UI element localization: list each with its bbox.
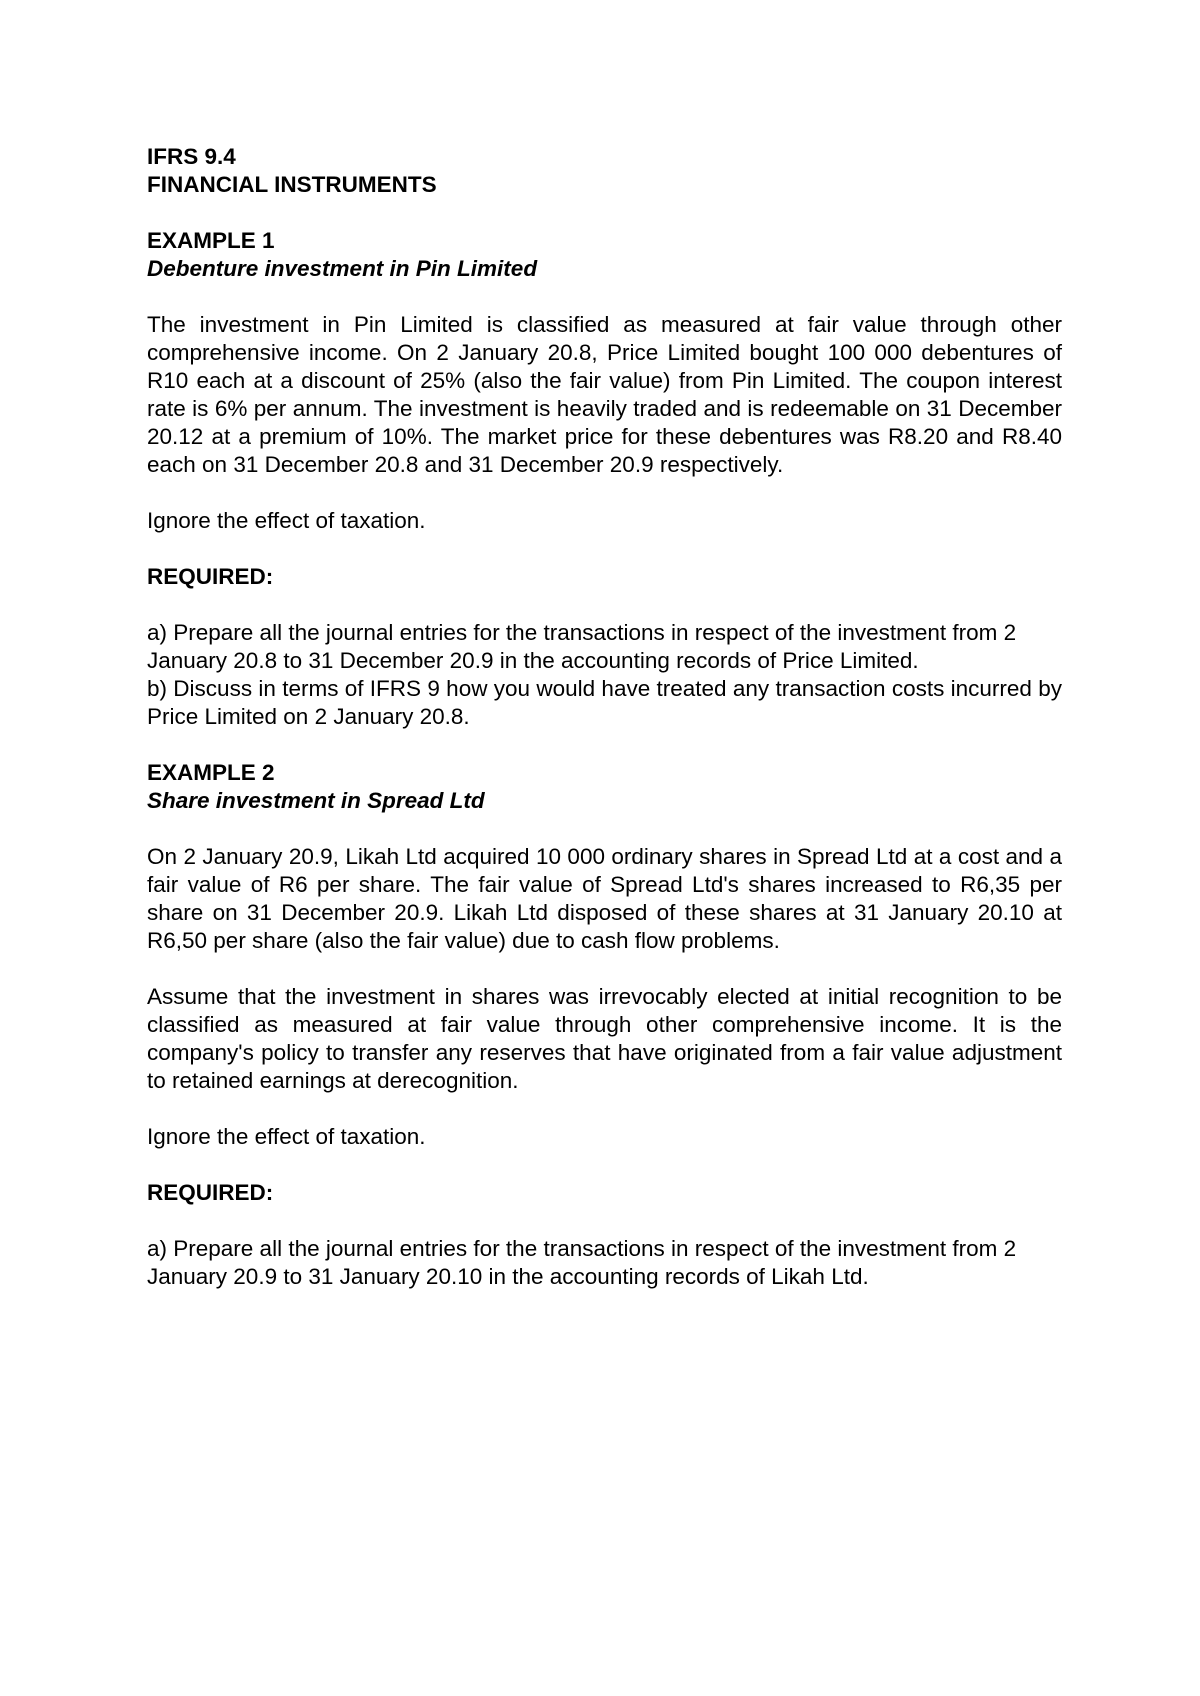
document-title: FINANCIAL INSTRUMENTS	[147, 172, 437, 197]
example-1-subtitle: Debenture investment in Pin Limited	[147, 256, 538, 281]
spacer	[147, 479, 1062, 507]
spacer	[147, 815, 1062, 843]
example-2-section	[147, 759, 1062, 1291]
example-2-heading: EXAMPLE 2	[147, 760, 275, 785]
example-2-tax-note: Ignore the effect of taxation.	[147, 1124, 426, 1149]
spacer	[147, 535, 1062, 563]
example-2-required-label: REQUIRED:	[147, 1180, 274, 1205]
example-1-tax-note: Ignore the effect of taxation.	[147, 508, 426, 533]
spacer	[147, 1095, 1062, 1123]
example-1-section	[147, 227, 1062, 731]
example-2-requirement-a: a) Prepare all the journal entries for the transactions in respect of the investment from 2 January 20.9 to 31 January 20.10 in the accounting records of Likah Ltd.	[147, 1236, 1017, 1289]
example-1-required-label: REQUIRED:	[147, 564, 274, 589]
example-1-requirement-a: a) Prepare all the journal entries for the transactions in respect of the investment from 2 January 20.8 to 31 December 20.9 in the accounting records of Price Limited.	[147, 620, 1017, 673]
spacer	[147, 731, 1062, 759]
spacer	[147, 199, 1062, 227]
example-2-subtitle: Share investment in Spread Ltd	[147, 788, 485, 813]
spacer	[147, 283, 1062, 311]
example-1-heading: EXAMPLE 1	[147, 228, 275, 253]
document-code: IFRS 9.4	[147, 144, 236, 169]
example-2-paragraph-1: On 2 January 20.9, Likah Ltd acquired 10 000 ordinary shares in Spread Ltd at a cost and a fair value of R6 per share. The fair value of Spread Ltd's shares increased to R6,35 per share on 31 December 20.9. Likah Ltd disposed of these shares at 31 January 20.10 at R6,50 per share (also the fair value) due to cash flow problems.	[147, 844, 1062, 953]
example-1-paragraph: The investment in Pin Limited is classified as measured at fair value through other comprehensive income. On 2 January 20.8, Price Limited bought 100 000 debentures of R10 each at a discount of 25% (also the fair value) from Pin Limited. The coupon interest rate is 6% per annum. The investment is heavily traded and is redeemable on 31 December 20.12 at a premium of 10%. The market price for these debentures was R8.20 and R8.40 each on 31 December 20.8 and 31 December 20.9 respectively.	[147, 312, 1062, 477]
document-page	[147, 143, 1062, 1291]
spacer	[147, 1151, 1062, 1179]
spacer	[147, 955, 1062, 983]
example-2-paragraph-2: Assume that the investment in shares was irrevocably elected at initial recognition to be classified as measured at fair value through other comprehensive income. It is the company's policy to transfer any reserves that have originated from a fair value adjustment to retained earnings at derecognition.	[147, 984, 1062, 1093]
spacer	[147, 591, 1062, 619]
spacer	[147, 1207, 1062, 1235]
example-1-requirement-b: b) Discuss in terms of IFRS 9 how you would have treated any transaction costs incurred by Price Limited on 2 January 20.8.	[147, 676, 1062, 729]
